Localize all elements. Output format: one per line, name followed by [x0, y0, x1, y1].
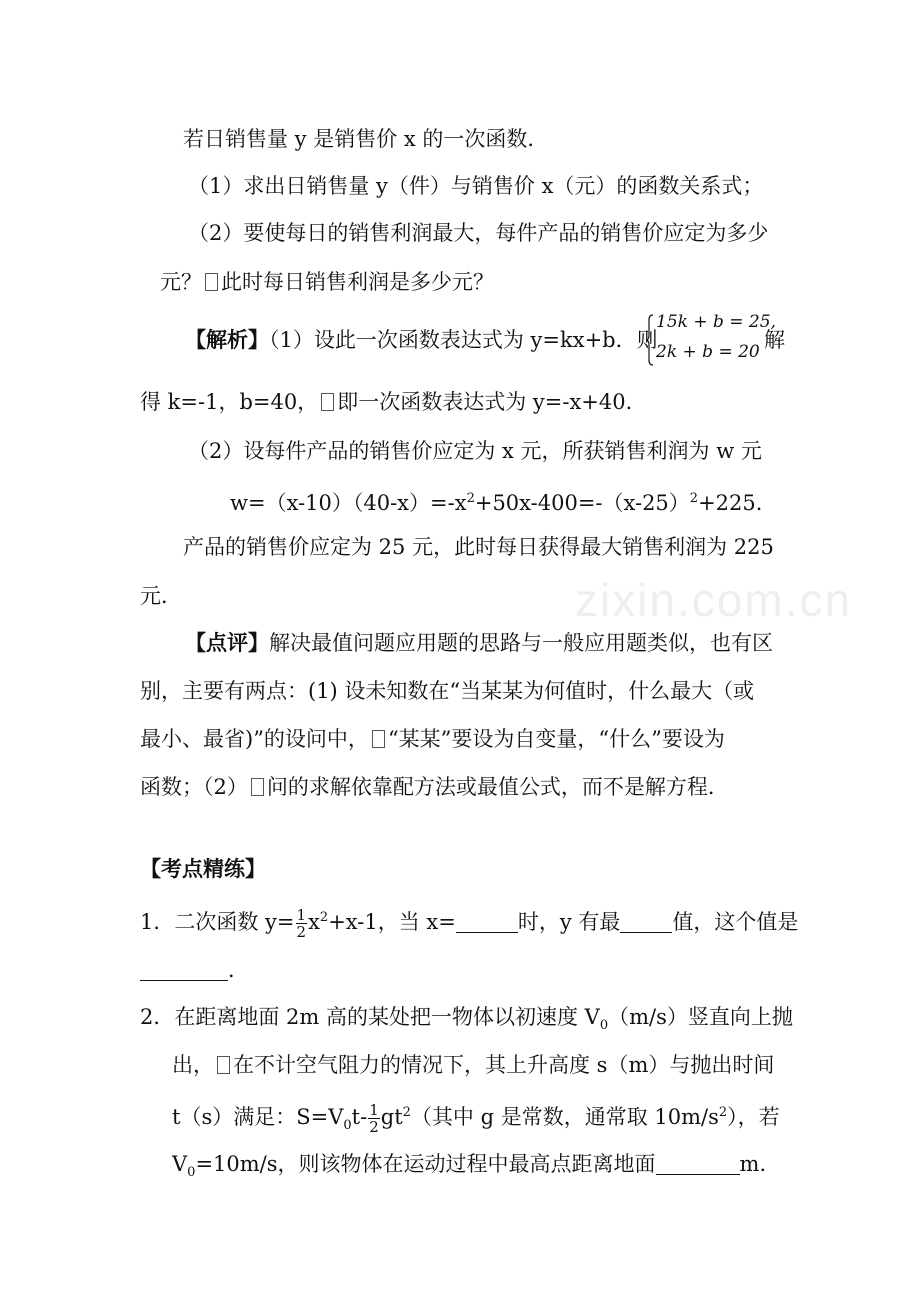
comment-line-1 [185, 629, 773, 657]
profit-formula [230, 485, 777, 517]
question-2-line-2 [160, 268, 494, 296]
placeholder-box-icon [321, 393, 334, 411]
question-1: （1）求出日销售量 y（件）与销售价 x（元）的函数关系式； [188, 174, 764, 198]
exercise-2-line-1-end: （m/s）竖直向上抛 [608, 1005, 793, 1029]
question-2-line-2-start: 元？ [160, 270, 202, 294]
exercise-2-line-2-b: 在不计空气阻力的情况下，其上升高度 s（m）与抛出时间 [233, 1053, 775, 1077]
analysis-line-2-end: 即一次函数表达式为 y=-x+40． [337, 390, 647, 414]
placeholder-box-icon [205, 273, 218, 291]
exercise-2-sup-2: 2 [718, 1105, 728, 1120]
exercise-1-line-1 [140, 904, 798, 940]
exercise-2-line-2 [172, 1051, 774, 1079]
formula-c: +225． [698, 491, 777, 515]
analysis-line-2-start: 得 k=-1，b=40， [140, 390, 319, 414]
exercise-2-sub-3: 0 [343, 1118, 352, 1133]
conclusion-line-1: 产品的销售价应定为 25 元，此时每日获得最大销售利润为 225 [183, 535, 774, 559]
answer-blank-value[interactable] [140, 958, 228, 981]
exercise-2-line-4-b: =10m/s，则该物体在运动过程中最高点距离地面 [195, 1152, 656, 1176]
comment-label: 【点评】 [185, 630, 269, 655]
exercise-1-end: ． [228, 958, 249, 982]
placeholder-box-icon [217, 1056, 230, 1074]
placeholder-box-icon [372, 730, 385, 748]
exercise-2-line-3-c: gt [380, 1105, 403, 1129]
exercise-1-d: 时，y 有最 [517, 910, 621, 934]
comment-line-4-a: 函数；（2） [140, 775, 248, 799]
exercise-2-sub-1: 0 [599, 1018, 609, 1033]
exercise-2-sup-1: 2 [402, 1105, 411, 1120]
exercise-1-b: x [308, 910, 320, 934]
exercise-2-line-3-b: t- [351, 1105, 368, 1129]
left-brace-icon [646, 314, 654, 366]
analysis-jie: 解 [764, 328, 785, 352]
exercise-1-e: 值，这个值是 [672, 910, 799, 934]
fraction-one-half: $\frac{1}{2}$ [369, 1101, 379, 1136]
equation-1: 15k + b = 25, [656, 312, 776, 332]
exercise-1-sup: 2 [319, 910, 329, 925]
formula-sup-2: 2 [689, 491, 699, 506]
exercise-1-a: 二次函数 y= [174, 910, 295, 934]
comment-line-3-b: “某某”要设为自变量，“什么”要设为 [387, 727, 725, 751]
exercise-2-line-3-a: t（s）满足：S=V [172, 1105, 344, 1129]
answer-blank-height[interactable] [656, 1152, 740, 1175]
analysis-label: 【解析】 [185, 327, 269, 352]
exercise-1-c: +x-1，当 x= [328, 910, 456, 934]
comment-line-4-b: 问的求解依靠配方法或最值公式，而不是解方程． [266, 775, 729, 799]
comment-line-2: 别，主要有两点：(1) 设未知数在“当某某为何值时，什么最大（或 [140, 679, 755, 703]
exercise-1-number: 1． [140, 910, 175, 934]
exercise-2-number: 2． [140, 1005, 175, 1029]
analysis-part-1: （1）设此一次函数表达式为 y=kx+b．则 [269, 328, 658, 352]
analysis-part-2: （2）设每件产品的销售价应定为 x 元，所获销售利润为 w 元 [188, 439, 762, 463]
analysis-line-2 [140, 388, 647, 416]
section-title: 【考点精练】 [140, 856, 266, 881]
exercise-2-line-3-e: ），若 [727, 1105, 780, 1129]
formula-sup-1: 2 [466, 491, 475, 506]
equation-2: 2k + b = 20 [656, 342, 760, 362]
exercise-2-line-3 [172, 1099, 780, 1140]
exercise-2-line-4-a: V [172, 1152, 188, 1176]
answer-blank-extreme[interactable] [620, 910, 672, 933]
exercise-2-line-4-end: m． [739, 1152, 781, 1176]
formula-b: +50x-400=-（x-25） [474, 491, 690, 515]
watermark: zixin.com.cn [575, 574, 853, 626]
exercise-2-line-3-d: （其中 g 是常数，通常取 10m/s [410, 1105, 719, 1129]
equation-system [646, 312, 776, 370]
comment-line-3 [140, 725, 725, 753]
analysis-line-1 [185, 326, 658, 354]
formula-a: w=（x-10）（40-x）=-x [230, 491, 467, 515]
question-2-line-1: （2）要使每日的销售利润最大，每件产品的销售价应定为多少 [188, 221, 769, 245]
fraction-one-half: $\frac{1}{2}$ [296, 906, 307, 941]
exercise-2-sub-4: 0 [187, 1165, 196, 1180]
question-2-line-2-text: 此时每日销售利润是多少元？ [221, 270, 494, 294]
comment-text-1: 解决最值问题应用题的思路与一般应用题类似，也有区 [269, 631, 773, 655]
exercise-1-line-2 [140, 956, 249, 984]
conclusion-line-2: 元． [140, 584, 182, 608]
exercise-2-line-2-a: 出， [172, 1053, 214, 1077]
comment-line-3-a: 最小、最省)”的设问中， [140, 727, 369, 751]
exercise-2-line-1 [140, 1003, 793, 1040]
exercise-2-line-1-text: 在距离地面 2m 高的某处把一物体以初速度 V [174, 1005, 600, 1029]
comment-line-4 [140, 773, 729, 801]
intro-text: 若日销售量 y 是销售价 x 的一次函数． [183, 127, 549, 151]
answer-blank-x[interactable] [456, 910, 518, 933]
exercise-2-line-4 [172, 1150, 780, 1187]
placeholder-box-icon [251, 778, 264, 796]
